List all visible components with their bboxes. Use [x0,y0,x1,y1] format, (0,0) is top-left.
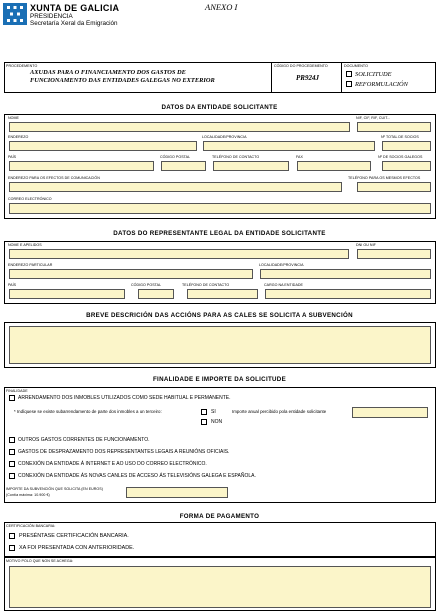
cert-presented-checkbox[interactable] [9,533,15,539]
cert-previous-label: XA FOI PRESENTADA CON ANTERIORIDADE. [19,545,135,551]
sublet-question: * Indíquese se existe subarrendamento de parte dos inmobles a un terceiro: [14,409,162,414]
entity-members-field[interactable] [382,141,431,151]
entity-country-field[interactable] [9,161,154,171]
entity-phone-label: TELÉFONO DE CONTACTO [212,155,260,159]
entity-phone-field[interactable] [213,161,289,171]
solicitude-checkbox[interactable] [346,71,352,77]
actions-section-title: BREVE DESCRICIÓN DAS ACCIÓNS PARA AS CALES SE SOLICITA A SUBVENCIÓN [86,312,353,319]
purpose-item4-label: CONEXIÓN DA ENTIDADE Á INTERNET E AO USO DO CORREO ELECTRÓNICO. [18,461,207,467]
rep-address-field[interactable] [9,269,253,279]
entity-fax-field[interactable] [297,161,371,171]
reformulacion-option-label: REFORMULACIÓN [355,80,408,88]
document-label: DOCUMENTO [344,64,368,68]
purpose-item1-checkbox[interactable] [9,395,15,401]
entity-comm-address-field[interactable] [9,182,342,192]
rep-country-label: PAÍS [8,283,17,287]
org-name: XUNTA DE GALICIA [30,3,120,13]
rep-name-field[interactable] [9,249,349,259]
sublet-no-checkbox[interactable] [201,419,207,425]
entity-email-field[interactable] [9,203,431,214]
entity-locality-field[interactable] [203,141,375,151]
sub-dept-name: Secretaría Xeral da Emigración [30,20,118,27]
purpose-item1-label: ARRENDAMENTO DOS INMOBLES UTILIZADOS COMO SEDE HABITUAL E PERMANENTE. [18,395,231,401]
entity-nif-field[interactable] [357,122,431,132]
entity-comm-phone-field[interactable] [357,182,431,192]
bank-cert-label: CERTIFICACIÓN BANCARIA: [6,524,56,528]
rep-phone-label: TELÉFONO DE CONTACTO [182,283,230,287]
sublet-no-label: NON [211,419,223,425]
entity-address-field[interactable] [9,141,197,151]
annual-amount-label: Importe anual percibido pola entidade solicitante [232,409,327,414]
entity-name-field[interactable] [9,122,350,132]
entity-postal-label: CÓDIGO POSTAL [160,155,191,159]
entity-galician-members-label: Nº DE SOCIOS GALEGOS [378,155,423,159]
rep-dni-field[interactable] [357,249,431,259]
procedure-code-label: CÓDIGO DO PROCEDEMENTO [274,64,328,68]
annex-title: ANEXO I [205,2,238,12]
entity-members-label: Nº TOTAL DE SOCIOS [381,135,419,139]
rep-postal-label: CÓDIGO POSTAL [131,283,162,287]
procedure-code: PR924J [296,74,319,82]
rep-phone-field[interactable] [187,289,258,299]
purpose-section-title: FINALIDADE E IMPORTE DA SOLICITUDE [152,376,287,383]
payment-section-title: FORMA DE PAGAMENTO [179,513,260,520]
rep-country-field[interactable] [9,289,125,299]
purpose-item3-checkbox[interactable] [9,449,15,455]
entity-fax-label: FAX [296,155,303,159]
rep-address-label: ENDEREZO PARTICULAR [8,263,53,267]
reason-label: MOTIVO POLO QUE NON SE ACHEGA: [6,559,74,563]
rep-role-label: CARGO NA ENTIDADE [264,283,303,287]
reason-field[interactable] [9,566,431,608]
entity-email-label: CORREO ELECTRÓNICO [8,197,52,201]
purpose-item5-checkbox[interactable] [9,473,15,479]
entity-comm-phone-label: TELÉFONO PARA OS MESMOS EFECTOS [348,176,421,180]
representative-section-title: DATOS DO REPRESENTANTE LEGAL DA ENTIDADE SOLICITANTE [113,230,326,237]
xunta-logo [3,3,27,25]
entity-section-title: DATOS DA ENTIDADE SOLICITANTE [161,104,278,111]
rep-role-field[interactable] [265,289,431,299]
entity-nif-label: NIF, CIF, RIF, CUIT... [356,116,391,120]
solicitude-option-label: SOLICITUDE [355,70,392,78]
rep-dni-label: DNI OU NIF [356,243,376,247]
subsidy-amount-label: IMPORTE DA SUBVENCIÓN QUE SOLICITA (EN EUROS) [6,487,103,491]
cert-previous-checkbox[interactable] [9,545,15,551]
reformulacion-checkbox[interactable] [346,81,352,87]
procedure-label: PROCEDEMENTO [6,64,38,68]
subsidy-amount-field[interactable] [126,487,228,498]
purpose-item2-label: OUTROS GASTOS CORRENTES DE FUNCIONAMENTO. [18,437,150,443]
rep-locality-field[interactable] [260,269,431,279]
cert-presented-label: PRESÉNTASE CERTIFICACIÓN BANCARIA. [19,533,129,539]
entity-galician-members-field[interactable] [382,161,431,171]
annual-amount-field[interactable] [352,407,428,418]
entity-comm-address-label: ENDEREZO PARA OS EFECTOS DE COMUNICACIÓN [8,176,100,180]
sublet-yes-label: SI [211,409,216,415]
entity-locality-label: LOCALIDADE/PROVINCIA [202,135,247,139]
purpose-label: FINALIDADE [6,389,28,393]
payment-box [4,522,436,557]
entity-country-label: PAÍS [8,155,17,159]
purpose-item4-checkbox[interactable] [9,461,15,467]
actions-description-field[interactable] [9,326,431,364]
entity-name-label: NOME [8,116,19,120]
subsidy-amount-note: (Contía máxima: 10.900 €) [6,493,50,497]
entity-address-label: ENDEREZO [8,135,29,139]
rep-name-label: NOME E APELIDOS [8,243,42,247]
procedure-title-line1: AXUDAS PARA O FINANCIAMENTO DOS GASTOS DE [30,69,186,76]
purpose-item2-checkbox[interactable] [9,437,15,443]
procedure-title-line2: FUNCIONAMENTO DAS ENTIDADES GALEGAS NO EXTERIOR [30,77,215,84]
rep-locality-label: LOCALIDADE/PROVINCIA [259,263,304,267]
purpose-box [4,387,436,503]
sublet-yes-checkbox[interactable] [201,409,207,415]
purpose-item3-label: GASTOS DE DESPRAZAMENTO DOS REPRESENTANTES LEGAIS A REUNIÓNS OFICIAIS. [18,449,230,455]
dept-name: PRESIDENCIA [30,13,73,20]
entity-postal-field[interactable] [161,161,206,171]
rep-postal-field[interactable] [138,289,174,299]
purpose-item5-label: CONEXIÓN DA ENTIDADE ÁS NOVAS CANLES DE ACCESO ÁS TELEVISIÓNS GALEGA E ESPAÑOLA. [18,473,256,479]
xunta-logo-icon [3,3,27,25]
